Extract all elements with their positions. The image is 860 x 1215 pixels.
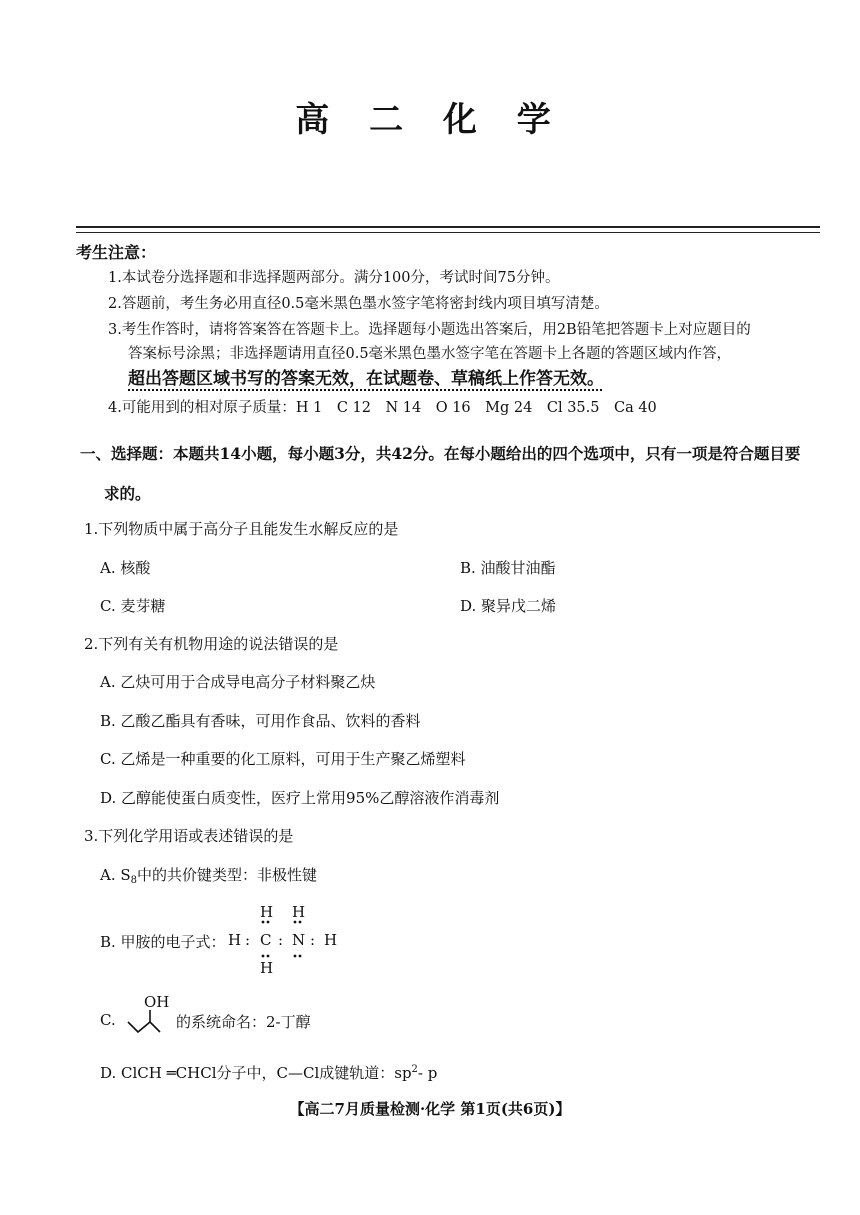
q1-option-c: C. 麦芽糖 [100,597,166,615]
atom-h-top1: H [260,903,274,921]
q2-option-d: D. 乙醇能使蛋白质变性，医疗上常用95%乙醇溶液作消毒剂 [100,789,500,807]
atom-h-bottom: H [260,959,274,977]
notice-item-1: 1.本试卷分选择题和非选择题两部分。满分100分，考试时间75分钟。 [108,270,560,286]
header-rule [76,226,820,228]
notice-item-2: 2.答题前，考生务必用直径0.5毫米黑色墨水签字笔将密封线内项目填写清楚。 [108,296,609,312]
q3-a-sub: 8 [130,875,138,886]
q3-d-post: - p [417,1064,438,1082]
notice-item-4: 4.可能用到的相对原子质量：H 1 C 12 N 14 O 16 Mg 24 Cl 35.5 Ca 40 [108,400,657,416]
q3-option-c-text: 的系统命名：2-丁醇 [176,1013,311,1031]
q2-option-b: B. 乙酸乙酯具有香味，可用作食品、饮料的香料 [100,712,421,730]
header-rule-thin [76,232,820,233]
notice-heading: 考生注意： [76,243,157,262]
atom-n: N [292,931,306,949]
q1-option-a: A. 核酸 [100,559,151,577]
colon-2: : [278,931,284,949]
q1-option-b: B. 油酸甘油酯 [460,559,556,577]
atom-h-right: H [324,931,338,949]
q2-option-a: A. 乙炔可用于合成导电高分子材料聚乙炔 [100,673,376,691]
section-heading-cont: 求的。 [104,484,151,503]
page-title: 高 二 化 学 [295,100,565,140]
q1-stem: 1.下列物质中属于高分子且能发生水解反应的是 [84,520,399,538]
notice-item-3-cont: 答案标号涂黑；非选择题请用直径0.5毫米黑色墨水签字笔在答题卡上各题的答题区域内作答， [128,346,732,362]
atom-c: C [260,931,272,949]
notice-item-3: 3.考生作答时，请将答案答在答题卡上。选择题每小题选出答案后，用2B铅笔把答题卡上对应题目的 [108,322,751,338]
q2-option-c: C. 乙烯是一种重要的化工原料，可用于生产聚乙烯塑料 [100,750,466,768]
q3-option-b-label: B. 甲胺的电子式： [100,933,226,951]
butanol-skeletal-structure [126,1008,176,1044]
oh-group-label: OH [144,993,170,1011]
q3-d-pre: D. ClCH ═CHCl分子中，C—Cl成键轨道：sp [100,1064,412,1082]
electron-pair-dots [258,918,308,964]
q3-option-d [100,1062,437,1083]
q3-option-a [100,864,317,886]
q2-stem: 2.下列有关有机物用途的说法错误的是 [84,635,339,653]
q3-d-sup: 2 [411,1064,418,1075]
atom-h-top2: H [292,903,306,921]
atom-h-left: H [228,931,242,949]
q3-option-c-label: C. [100,1011,116,1029]
notice-item-3-emphasis: 超出答题区域书写的答案无效，在试题卷、草稿纸上作答无效。 [128,369,604,389]
page-footer: 【高二7月质量检测·化学 第1页(共6页)】 [289,1100,571,1118]
section-heading: 一、选择题：本题共14小题，每小题3分，共42分。在每小题给出的四个选项中，只有一项是符合题目要 [80,444,801,463]
q1-option-d: D. 聚异戊二烯 [460,597,557,615]
colon-3: : [310,931,316,949]
q3-a-post: 中的共价键类型：非极性键 [137,866,318,884]
colon-1: : [245,931,251,949]
q3-stem: 3.下列化学用语或表述错误的是 [84,827,294,845]
q3-a-pre: A. S [100,866,131,884]
